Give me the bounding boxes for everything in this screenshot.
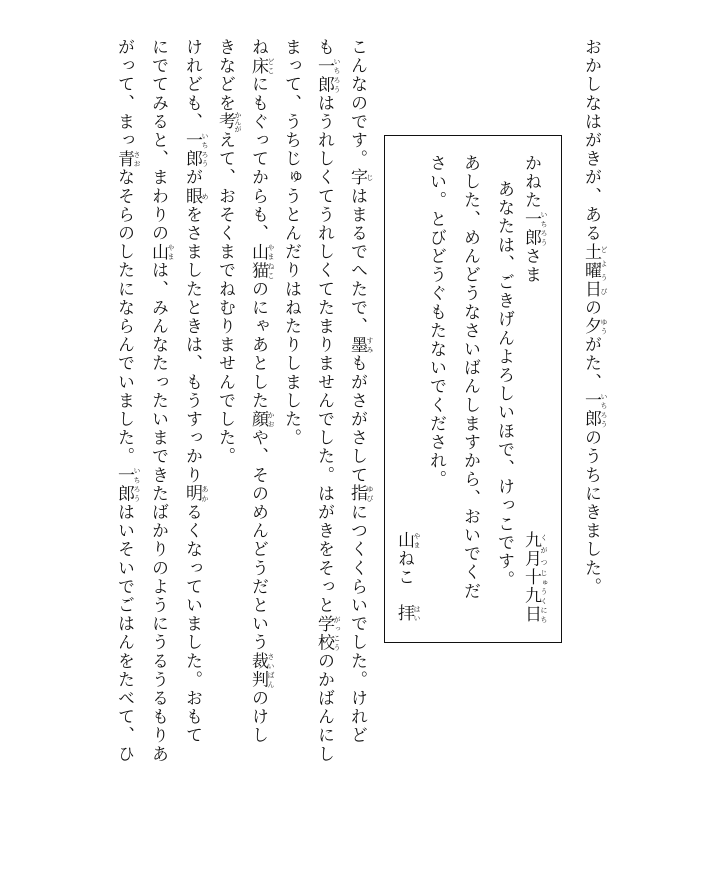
- ruby-base: 墨: [347, 335, 367, 355]
- text-run: さい。とびどうぐもたないでくだされ。: [426, 154, 446, 489]
- ruby-base: 九月: [521, 531, 541, 569]
- text-run: こんなのです。: [347, 38, 367, 169]
- furigana: じゅうくにち: [540, 568, 548, 624]
- ruby-word: [394, 604, 421, 623]
- ruby-word: [347, 484, 374, 504]
- furigana: いちろう: [201, 131, 209, 169]
- furigana: やまねこ: [267, 242, 275, 280]
- ruby-base: 学校: [314, 614, 334, 652]
- text-run: にでてみると、まわりの: [148, 38, 168, 243]
- letter-body-line: [425, 154, 447, 489]
- furigana: すみ: [366, 335, 374, 355]
- ruby-base: 十九日: [521, 568, 541, 625]
- text-run: は、みんなたったいまできたばかりのようにうるうるもりあ: [148, 261, 168, 764]
- text-run: の: [581, 298, 601, 318]
- ruby-word: [248, 242, 275, 280]
- ruby-base: 床: [248, 56, 268, 76]
- letter-body-line: [493, 180, 515, 589]
- text-run: をさましたときは、もうすっかり: [182, 205, 202, 485]
- letter-signature: [393, 531, 421, 587]
- ruby-base: 山猫: [248, 242, 268, 280]
- text-run: ねこ: [394, 549, 414, 587]
- ruby-base: 裁判: [248, 651, 268, 690]
- text-run: はうれしくてうれしくてたまりませんでした。はがきをそっと: [314, 93, 334, 615]
- ruby-base: 土曜日: [581, 242, 601, 299]
- furigana: はい: [413, 604, 421, 623]
- paragraph-line: [181, 38, 209, 745]
- ruby-word: [182, 131, 209, 169]
- ruby-word: [521, 568, 548, 625]
- text-run: あした、めんどうなさいばんしますから、おいでくだ: [460, 154, 480, 601]
- text-run: が: [182, 168, 202, 187]
- paragraph-line: [313, 38, 341, 763]
- furigana: くがつ: [540, 531, 548, 569]
- furigana: じ: [366, 168, 374, 187]
- ruby-word: [248, 410, 275, 429]
- furigana: どようび: [600, 242, 608, 299]
- ruby-base: 明: [182, 484, 202, 504]
- ruby-word: [314, 56, 341, 94]
- furigana: いちろう: [133, 465, 141, 504]
- paragraph-line: [113, 38, 141, 763]
- furigana: いちろう: [600, 391, 608, 429]
- furigana: め: [201, 186, 209, 206]
- ruby-base: 一郎: [314, 56, 334, 94]
- text-run: のうちにきました。: [581, 428, 601, 597]
- ruby-base: 指: [347, 484, 367, 504]
- letter-body-line: [459, 154, 481, 600]
- ruby-word: [148, 242, 175, 262]
- text-run: けれども、: [182, 38, 202, 131]
- furigana: かお: [267, 410, 275, 429]
- paragraph-line: [147, 38, 175, 763]
- ruby-word: [521, 531, 548, 569]
- ruby-word: [347, 168, 374, 187]
- furigana: どこ: [267, 56, 275, 76]
- text-run: おかしなはがきが、ある: [581, 38, 601, 243]
- text-run: なそらのしたにならんでいました。: [114, 168, 134, 466]
- ruby-word: [314, 614, 341, 652]
- ruby-base: 夕: [581, 317, 601, 336]
- letter-addressee: [520, 154, 548, 284]
- ruby-word: [114, 149, 141, 169]
- ruby-base: 山: [394, 531, 414, 550]
- furigana: かんが: [234, 111, 242, 133]
- ruby-base: 眼: [182, 186, 202, 206]
- paragraph-line: [346, 38, 374, 745]
- ruby-base: 一郎: [182, 131, 202, 169]
- text-run: のけし: [248, 689, 268, 745]
- furigana: ゆう: [600, 317, 608, 336]
- ruby-word: [581, 391, 608, 429]
- ruby-word: [347, 335, 374, 355]
- furigana: がっこう: [333, 614, 341, 652]
- ruby-base: 一郎: [114, 465, 134, 504]
- ruby-base: 字: [347, 168, 367, 187]
- ruby-word: [581, 317, 608, 336]
- ruby-word: [248, 56, 275, 76]
- text-run: ね: [248, 38, 268, 57]
- text-run: はまるでへたで、: [347, 186, 367, 336]
- text-run: えて、おそくまでねむりませんでした。: [215, 131, 235, 466]
- furigana: いちろう: [540, 209, 548, 247]
- paragraph-line: [280, 38, 302, 447]
- text-run: のにゃあとした: [248, 279, 268, 411]
- text-run: にもぐってからも、: [248, 75, 268, 243]
- text-run: あなたは、ごきげんよろしいほで、けっこです。: [494, 180, 514, 590]
- furigana: やま: [167, 242, 175, 262]
- text-run: るくなっていました。おもて: [182, 503, 202, 745]
- text-run: がって、まっ: [114, 38, 134, 150]
- text-run: がた、: [581, 335, 601, 392]
- paragraph-line: [214, 38, 242, 466]
- furigana: やま: [413, 531, 421, 550]
- text-run: さま: [521, 247, 541, 285]
- furigana: あか: [201, 484, 209, 504]
- furigana: いちろう: [333, 56, 341, 94]
- furigana: さお: [133, 149, 141, 169]
- text-run: や、そのめんどうだという: [248, 428, 268, 652]
- text-run: のかばんにし: [314, 651, 334, 764]
- text-run: かねた: [521, 154, 541, 210]
- letter-date: [520, 531, 548, 624]
- ruby-base: 考: [215, 111, 235, 133]
- postcard-box: [384, 135, 562, 643]
- text-run: まって、うちじゅうとんだりはねたりしました。: [281, 38, 301, 448]
- ruby-base: 顔: [248, 410, 268, 429]
- letter-closing: [393, 604, 421, 623]
- ruby-base: 拝: [394, 604, 414, 623]
- ruby-word: [581, 242, 608, 299]
- text-run: はいそいでごはんをたべて、ひ: [114, 503, 134, 764]
- furigana: さいばん: [267, 651, 275, 690]
- ruby-word: [114, 465, 141, 504]
- ruby-word: [182, 186, 209, 206]
- text-run: もがさがさして: [347, 354, 367, 485]
- furigana: ゆび: [366, 484, 374, 504]
- opening-line: [580, 38, 608, 596]
- ruby-word: [521, 209, 548, 248]
- ruby-word: [215, 111, 242, 133]
- ruby-base: 一郎: [581, 391, 601, 429]
- ruby-base: 一郎: [521, 209, 541, 248]
- text-run: きなどを: [215, 38, 235, 113]
- ruby-base: 山: [148, 242, 168, 262]
- ruby-base: 青: [114, 149, 134, 169]
- paragraph-line: [247, 38, 275, 745]
- text-run: につくくらいでした。けれど: [347, 503, 367, 745]
- ruby-word: [182, 484, 209, 504]
- text-run: も: [314, 38, 334, 57]
- ruby-word: [248, 651, 275, 690]
- ruby-word: [394, 531, 421, 550]
